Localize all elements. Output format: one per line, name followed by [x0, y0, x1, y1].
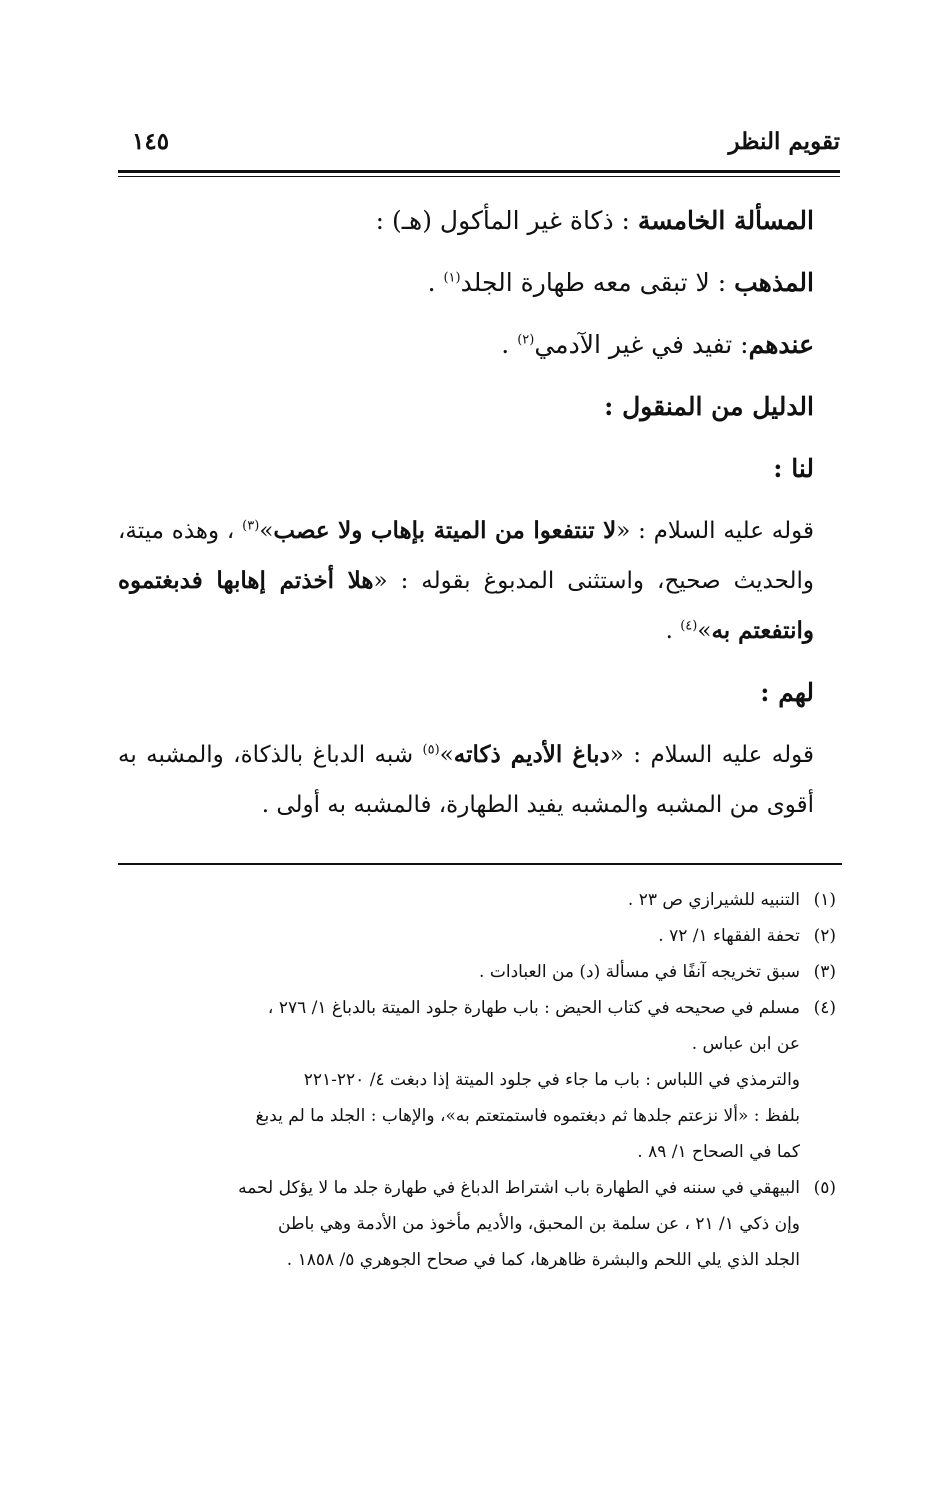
footnote-text: [118, 954, 800, 990]
madhhab-text: : لا تبقى معه طهارة الجلد: [460, 268, 735, 297]
issue-text: : ذكاة غير المأكول (هـ) :: [375, 206, 630, 235]
para2-intro: قوله عليه السلام : «: [609, 742, 814, 768]
footnote-number: (٤): [813, 998, 836, 1018]
footnote-ref-3[interactable]: (٣): [242, 518, 260, 534]
footnote-line: سبق تخريجه آنفًا في مسألة (د) من العبادات .: [479, 962, 800, 982]
madhhab-label: المذهب: [734, 268, 814, 297]
issue-label: المسألة الخامسة: [637, 206, 814, 235]
footnote-ref-4[interactable]: (٤): [680, 618, 698, 634]
footnote-line: تحفة الفقهاء ١/ ٧٢ .: [658, 926, 800, 946]
paragraph-lana: [118, 506, 814, 656]
footnote-5: [118, 1170, 836, 1278]
footnote-line: والترمذي في اللباس : باب ما جاء في جلود الميتة إذا دبغت ٤/ ٢٢٠-٢٢١: [303, 1070, 800, 1090]
footnote-line: الجلد الذي يلي اللحم والبشرة ظاهرها، كما في صحاح الجوهري ٥/ ١٨٥٨ .: [286, 1250, 800, 1270]
header-rule-thin: [118, 176, 840, 177]
footnote-line: التنبيه للشيرازي ص ٢٣ .: [627, 890, 800, 910]
page-number: ١٤٥: [132, 128, 170, 155]
para1-middle: ، وهذه ميتة، والحديث صحيح، واستثنى المدبوغ بقوله : «: [118, 518, 814, 594]
hadith-1: لا تنتفعوا من الميتة بإهاب ولا عصب: [273, 517, 617, 544]
footnote-number: (٢): [813, 926, 836, 946]
footnote-1: [118, 882, 836, 918]
running-title: تقويم النظر: [728, 128, 840, 155]
para1-intro: قوله عليه السلام : «: [616, 518, 814, 544]
page-header: [118, 128, 840, 164]
paragraph-lahum: [118, 730, 814, 830]
footnote-text: [118, 918, 800, 954]
footnote-text: [118, 1170, 800, 1278]
para1-end: .: [665, 618, 681, 644]
footnote-number: (٥): [813, 1178, 836, 1198]
header-rule-thick: [118, 170, 840, 173]
para1-quote-close-2: »: [697, 618, 712, 644]
footnotes: [118, 882, 836, 1278]
madhhab-line: [118, 258, 814, 308]
indahum-end: .: [501, 330, 518, 359]
footnote-separator: [118, 863, 842, 865]
footnote-ref-1[interactable]: (١): [443, 270, 461, 286]
footnote-line: عن ابن عباس .: [691, 1034, 800, 1054]
footnote-number: (١): [813, 890, 836, 910]
footnote-ref-2[interactable]: (٢): [517, 332, 535, 348]
evidence-heading: الدليل من المنقول :: [604, 392, 814, 421]
issue-heading: [118, 196, 814, 246]
footnote-3: [118, 954, 836, 990]
footnote-line: بلفظ : «ألا نزعتم جلدها ثم دبغتموه فاستمتعتم به»، والإهاب : الجلد ما لم يدبغ: [255, 1106, 800, 1126]
indahum-text: : تفيد في غير الآدمي: [534, 330, 749, 359]
footnote-line: كما في الصحاح ١/ ٨٩ .: [637, 1142, 800, 1162]
main-text: [118, 196, 814, 830]
para1-quote-close: »: [259, 518, 274, 544]
madhhab-end: .: [427, 268, 444, 297]
footnote-text: [118, 990, 800, 1170]
lahum-heading: لهم :: [760, 678, 814, 707]
footnote-line: مسلم في صحيحه في كتاب الحيض : باب طهارة جلود الميتة بالدباغ ١/ ٢٧٦ ،: [267, 998, 800, 1018]
footnote-ref-5[interactable]: (٥): [422, 742, 440, 758]
lana-heading: لنا :: [773, 454, 814, 483]
indahum-label: عندهم: [748, 330, 814, 359]
hadith-2: هلا أخذتم إهابها فدبغتموه وانتفعتم به: [118, 567, 814, 644]
hadith-3: دباغ الأديم ذكاته: [453, 741, 610, 768]
footnote-text: [118, 882, 800, 918]
footnote-line: البيهقي في سننه في الطهارة باب اشتراط الدباغ في طهارة جلد ما لا يؤكل لحمه: [238, 1178, 800, 1198]
para2-rest: شبه الدباغ بالذكاة، والمشبه به أقوى من المشبه والمشبه يفيد الطهارة، فالمشبه به أولى .: [118, 742, 814, 818]
footnote-line: وإن ذكي ١/ ٢١ ، عن سلمة بن المحبق، والأديم مأخوذ من الأدمة وهي باطن: [278, 1214, 800, 1234]
indahum-line: [118, 320, 814, 370]
footnote-number: (٣): [813, 962, 836, 982]
footnote-4: [118, 990, 836, 1170]
para2-quote-close: »: [439, 742, 454, 768]
footnote-2: [118, 918, 836, 954]
